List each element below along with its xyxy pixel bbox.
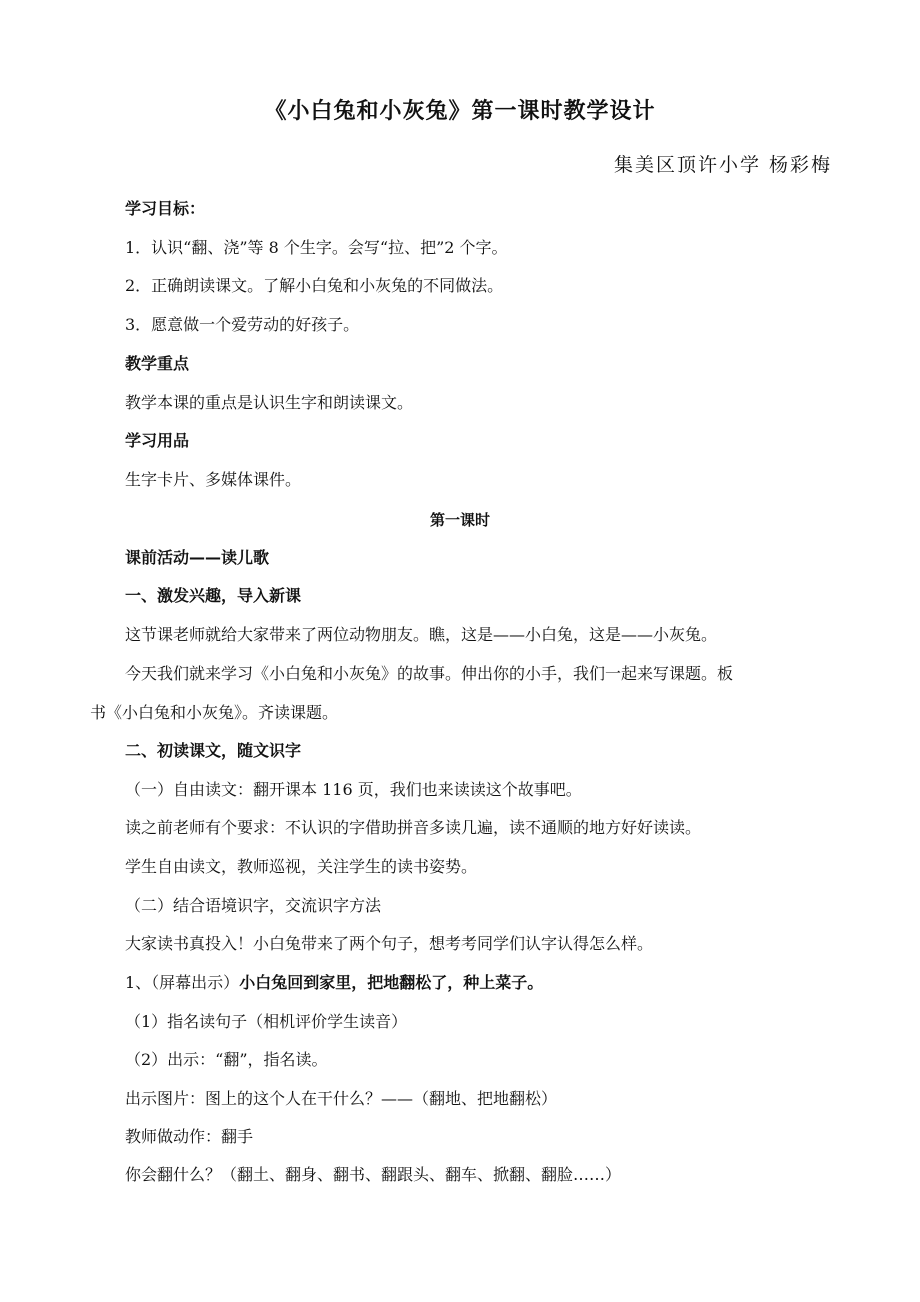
heading-teaching-focus: 教学重点 bbox=[125, 354, 190, 373]
goal-item: 3．愿意做一个爱劳动的好孩子。 bbox=[125, 315, 360, 334]
paragraph: 出示图片：图上的这个人在干什么？——（翻地、把地翻松） bbox=[125, 1089, 558, 1108]
paragraph-continuation: 书《小白兔和小灰兔》。齐读课题。 bbox=[90, 703, 339, 722]
heading-materials: 学习用品 bbox=[125, 431, 190, 450]
goal-item: 1．认识“翻、浇”等 8 个生字。会写“拉、把”2 个字。 bbox=[125, 238, 508, 257]
paragraph: （二）结合语境识字，交流识字方法 bbox=[125, 896, 382, 915]
paragraph: 教学本课的重点是认识生字和朗读课文。 bbox=[125, 393, 414, 412]
paragraph: 教师做动作：翻手 bbox=[125, 1127, 254, 1146]
document-title: 《小白兔和小灰兔》第一课时教学设计 bbox=[264, 99, 656, 124]
paragraph bbox=[125, 973, 543, 993]
paragraph: （一）自由读文：翻开课本 116 页，我们也来读读这个故事吧。 bbox=[125, 780, 582, 799]
paragraph: 今天我们就来学习《小白兔和小灰兔》的故事。伸出你的小手，我们一起来写课题。板 bbox=[125, 664, 734, 683]
paragraph: 读之前老师有个要求：不认识的字借助拼音多读几遍，读不通顺的地方好好读读。 bbox=[125, 818, 702, 837]
sentence-highlight: 小白兔回到家里，把地翻松了，种上菜子。 bbox=[239, 973, 544, 992]
heading-learning-goals: 学习目标： bbox=[125, 199, 206, 218]
heading-pre-activity: 课前活动——读儿歌 bbox=[125, 548, 270, 567]
paragraph: 学生自由读文，教师巡视，关注学生的读书姿势。 bbox=[125, 857, 478, 876]
paragraph: （2）出示：“翻”，指名读。 bbox=[125, 1050, 328, 1069]
section-heading: 一、激发兴趣，导入新课 bbox=[125, 586, 302, 605]
heading-lesson: 第一课时 bbox=[429, 511, 490, 529]
section-heading: 二、初读课文，随文识字 bbox=[125, 741, 302, 760]
paragraph: 生字卡片、多媒体课件。 bbox=[125, 470, 302, 489]
paragraph: （1）指名读句子（相机评价学生读音） bbox=[125, 1012, 408, 1031]
paragraph: 你会翻什么？（翻土、翻身、翻书、翻跟头、翻车、掀翻、翻脸……） bbox=[125, 1165, 622, 1184]
document-author: 集美区顶许小学 杨彩梅 bbox=[613, 154, 832, 176]
screen-display-label: 1、（屏幕出示） bbox=[125, 973, 240, 992]
goal-item: 2．正确朗读课文。了解小白兔和小灰兔的不同做法。 bbox=[125, 276, 504, 295]
paragraph: 这节课老师就给大家带来了两位动物朋友。瞧，这是——小白兔，这是——小灰兔。 bbox=[125, 625, 718, 644]
paragraph: 大家读书真投入！小白兔带来了两个句子，想考考同学们认字认得怎么样。 bbox=[125, 934, 654, 953]
